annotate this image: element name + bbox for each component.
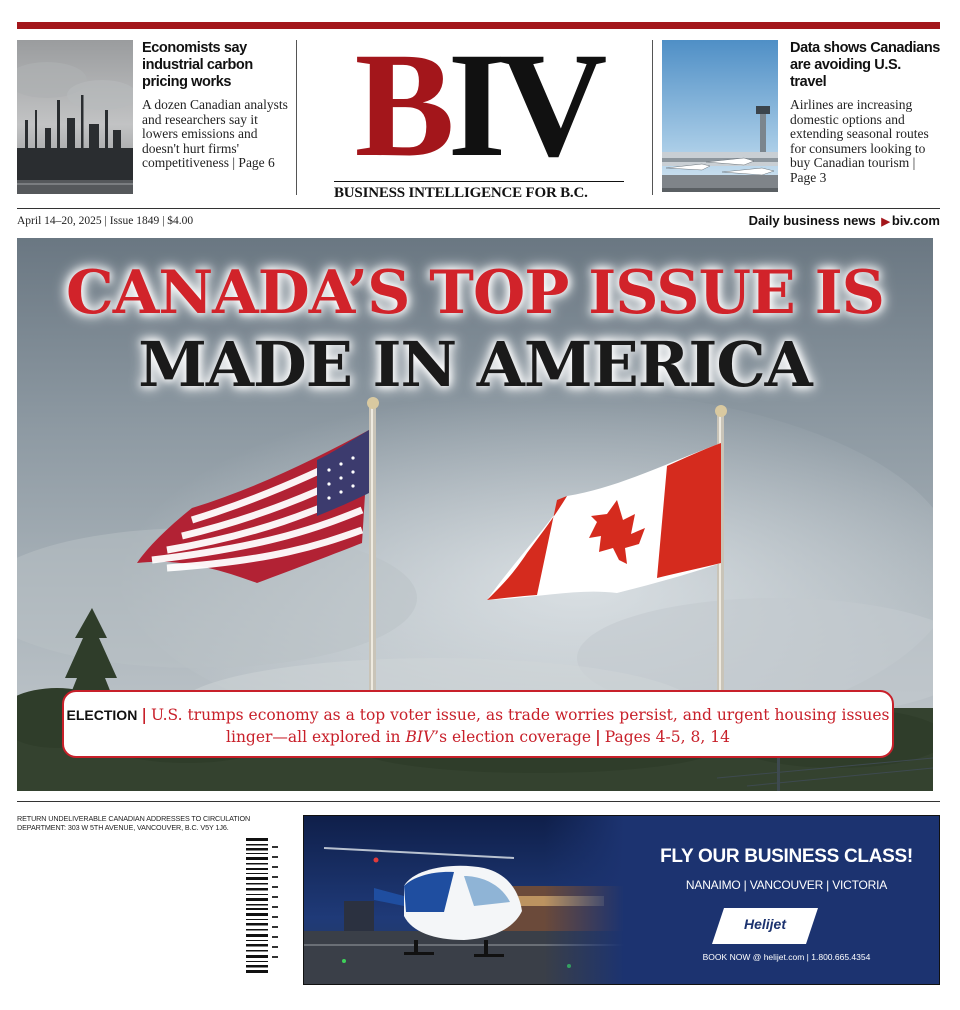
masthead-tagline: BUSINESS INTELLIGENCE FOR B.C.	[334, 181, 624, 202]
helijet-logo-text: Helijet	[743, 916, 786, 932]
cover-headline-line-2[interactable]: MADE IN AMERICA	[138, 328, 812, 401]
airport-photo	[662, 40, 778, 192]
cover-headline-line-1[interactable]: CANADA’S TOP ISSUE IS	[66, 258, 884, 328]
refinery-photo	[17, 40, 133, 194]
teaser-summary: Airlines are increasing domestic options and extending seasonal routes for consumers looking to buy Canadian tourism | Page 3	[790, 97, 929, 185]
election-page-refs[interactable]: Pages 4-5, 8, 14	[604, 728, 730, 746]
masthead-bottom-rule	[17, 208, 940, 209]
masthead[interactable]	[300, 22, 655, 201]
ad-destinations: NANAIMO | VANCOUVER | VICTORIA	[685, 878, 888, 892]
helijet-advertisement[interactable]	[303, 815, 940, 985]
helicopter-photo	[304, 816, 624, 985]
column-divider-right	[652, 40, 653, 195]
teaser-headline[interactable]: Economists say industrial carbon pricing works	[142, 40, 253, 90]
issue-dateline: April 14–20, 2025 | Issue 1849 | $4.00	[17, 215, 194, 227]
election-tag: ELECTION	[66, 707, 138, 723]
barcode-number-icon	[270, 842, 280, 972]
teaser-summary: A dozen Canadian analysts and researchers say it lowers emissions and doesn't hurt firms' competitiveness | Page 6	[142, 97, 288, 170]
ad-booking-info[interactable]: BOOK NOW @ helijet.com | 1.800.665.4354	[702, 952, 871, 962]
hero-bottom-rule	[17, 801, 940, 802]
daily-news-link[interactable]: Daily business news ▶ biv.com	[748, 213, 940, 228]
election-coverage-callout[interactable]: ELECTION | U.S. trumps economy as a top voter issue, as trade worries persist, and urgent housing issues linger—all explored in BIV’s election coverage | Pages 4-5, 8, 14	[62, 690, 894, 758]
return-address: RETURN UNDELIVERABLE CANADIAN ADDRESSES TO CIRCULATION DEPARTMENT: 303 W 5TH AVENUE, VANCOUVER, B.C. V5Y 1J6.	[17, 814, 251, 832]
barcode-icon	[246, 838, 268, 973]
teaser-headline[interactable]: Data shows Canadians are avoiding U.S. travel	[790, 40, 940, 90]
arrow-right-icon: ▶	[881, 216, 890, 228]
column-divider-left	[296, 40, 297, 195]
biv-logo[interactable]: BIV	[354, 22, 601, 188]
hero-cover-story[interactable]	[17, 238, 933, 791]
ad-headline[interactable]: FLY OUR BUSINESS CLASS!	[660, 846, 913, 867]
